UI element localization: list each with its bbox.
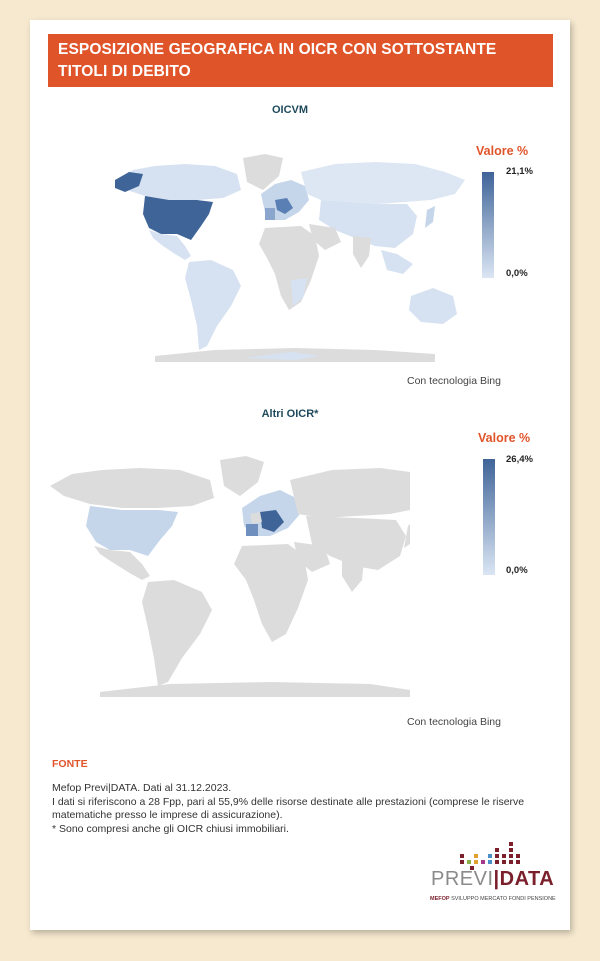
source-line: I dati si riferiscono a 28 Fpp, pari al 55,9% delle risorse destinate alle prestazioni (comprese le riserve matematiche presso le imprese di assicurazione). bbox=[52, 795, 525, 821]
infographic-card bbox=[30, 20, 570, 930]
source-notes bbox=[52, 782, 552, 836]
bing-credit-altri-oicr: Con tecnologia Bing bbox=[407, 716, 501, 728]
legend-scale-oicvm bbox=[482, 172, 494, 278]
source-label: FONTE bbox=[52, 758, 88, 770]
page-title: ESPOSIZIONE GEOGRAFICA IN OICR CON SOTTOSTANTE TITOLI DI DEBITO bbox=[48, 34, 553, 87]
source-line: * Sono compresi anche gli OICR chiusi immobiliari. bbox=[52, 822, 289, 835]
legend-scale-altri-oicr bbox=[483, 459, 495, 575]
logo-wordmark: PREVI|DATA bbox=[431, 868, 555, 890]
legend-max-oicvm: 21,1% bbox=[506, 166, 533, 177]
legend-title-altri-oicr: Valore % bbox=[478, 431, 531, 445]
bing-credit-oicvm: Con tecnologia Bing bbox=[407, 375, 501, 387]
legend-title-oicvm: Valore % bbox=[476, 144, 529, 158]
legend-max-altri-oicr: 26,4% bbox=[506, 454, 533, 465]
legend-min-altri-oicr: 0,0% bbox=[506, 565, 528, 576]
logo-bars-icon bbox=[430, 840, 550, 870]
legend-min-oicvm: 0,0% bbox=[506, 268, 528, 279]
logo-tagline: MEFOP SVILUPPO MERCATO FONDI PENSIONE bbox=[430, 896, 556, 902]
map-title-oicvm: OICVM bbox=[271, 104, 309, 116]
world-map-altri-oicr[interactable] bbox=[50, 452, 410, 697]
source-line: Mefop Previ|DATA. Dati al 31.12.2023. bbox=[52, 782, 232, 794]
world-map-oicvm[interactable] bbox=[115, 150, 475, 365]
map-title-altri-oicr: Altri OICR* bbox=[261, 408, 319, 420]
previdata-logo bbox=[430, 840, 556, 915]
